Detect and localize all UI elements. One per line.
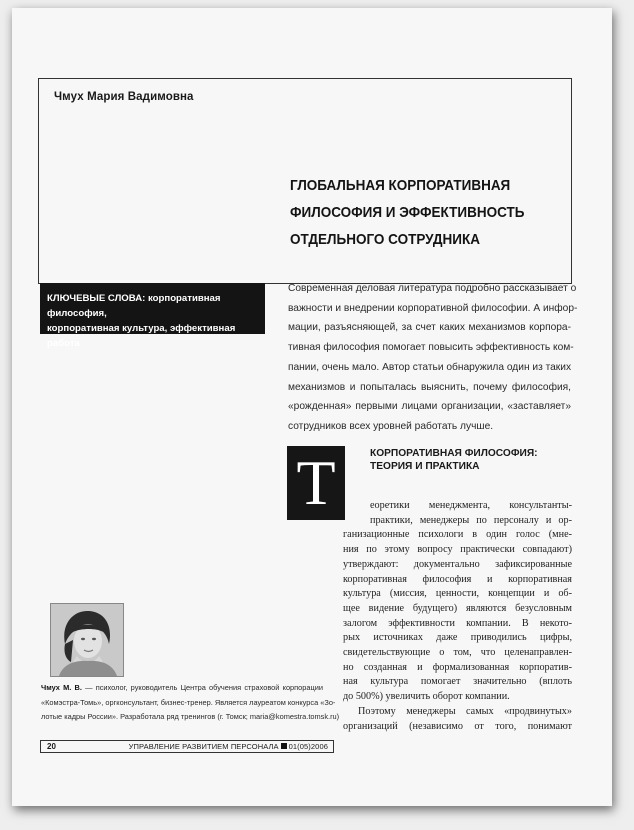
body-line: рых источниках даже приводились цифры, [343,632,572,644]
body-line: еоретики менеджмента, консультанты- [370,500,572,511]
body-line: Поэтому менеджеры самых «продвинутых» [358,705,572,717]
abstract-line: тивная философия помогает повысить эффективность ком- [288,342,574,354]
title-line: ФИЛОСОФИЯ И ЭФФЕКТИВНОСТЬ [290,204,525,221]
body-text [343,499,572,734]
journal-info [129,741,328,752]
section-heading [370,447,570,473]
bio-name: Чмух М. В. [41,683,82,692]
body-line: ния по этому вопросу практически совпадают) [343,544,572,556]
portrait-image [51,604,123,676]
abstract-line: «рожденная» первыми лицами организации, «заставляет» [288,401,571,413]
abstract-line: мации, разъясняющей, за счет каких механизмов корпора- [288,322,571,334]
body-line: ганизационные психологи в один голос (мне- [343,529,572,541]
body-line: но созданная и формализованная корпоратив- [343,661,572,673]
page-footer [40,740,334,753]
drop-cap: Т [287,446,345,520]
keywords-line1: корпоративная философия, [47,293,221,319]
keywords-box [40,283,265,349]
keywords-line2: корпоративная культура, эффективная работа [47,323,236,349]
body-line: свидетельствующие о том, что целенаправлен- [343,647,572,659]
abstract [288,279,578,437]
section-heading-line: КОРПОРАТИВНАЯ ФИЛОСОФИЯ: [370,448,538,459]
abstract-line: Современная деловая литература подробно рассказывает о [288,283,577,294]
body-line: ная культура помогает значительно (вплоть [343,676,572,688]
journal-name: УПРАВЛЕНИЕ РАЗВИТИЕМ ПЕРСОНАЛА [128,742,279,751]
section-heading-line: ТЕОРИЯ И ПРАКТИКА [370,461,480,472]
issue-number: 01(05)2006 [288,742,328,751]
abstract-line: пании, очень мало. Автор статьи обнаружила один из таких [288,361,572,373]
body-line: организаций (независимо от того, понимают [343,720,572,732]
abstract-line: важности и внедрении корпоративной философии. А инфор- [288,302,578,314]
title-line: ОТДЕЛЬНОГО СОТРУДНИКА [290,231,480,248]
keywords-label: КЛЮЧЕВЫЕ СЛОВА: [47,293,146,304]
square-separator-icon [281,743,287,749]
bio-line: «Комэстра-Томь», оргконсультант, бизнес-тренер. Является лауреатом конкурса «Зо- [41,697,336,707]
body-line: щее видение будущего) являются безусловным [343,602,572,614]
body-line: до 500%) увеличить оборот компании. [343,691,510,703]
author-photo [50,603,124,677]
bio-line: лотые кадры России». Разработала ряд тренингов (г. Томск; maria@komestra.tomsk.ru) [41,712,340,721]
abstract-line: сотрудников всех уровней работать лучше. [288,420,494,432]
body-line: корпоративная философия и корпоративная [343,573,572,585]
body-line: залогом эффективности компании. В некото- [343,617,572,629]
body-line: практики, менеджеры по персоналу и ор- [370,514,572,526]
page-number: 20 [47,742,56,751]
bio-line: — психолог, руководитель Центра обучения страховой корпорации [81,683,323,692]
abstract-line: механизмов и попыталась выяснить, почему философия, [288,381,571,393]
author-bio [41,681,340,725]
body-line: культура (миссия, ценности, концепции и об- [343,588,572,600]
body-line: утверждают: документально зафиксированные [343,558,572,570]
author-name: Чмух Мария Вадимовна [54,91,194,103]
article-title [290,172,542,253]
title-line: ГЛОБАЛЬНАЯ КОРПОРАТИВНАЯ [290,177,511,194]
